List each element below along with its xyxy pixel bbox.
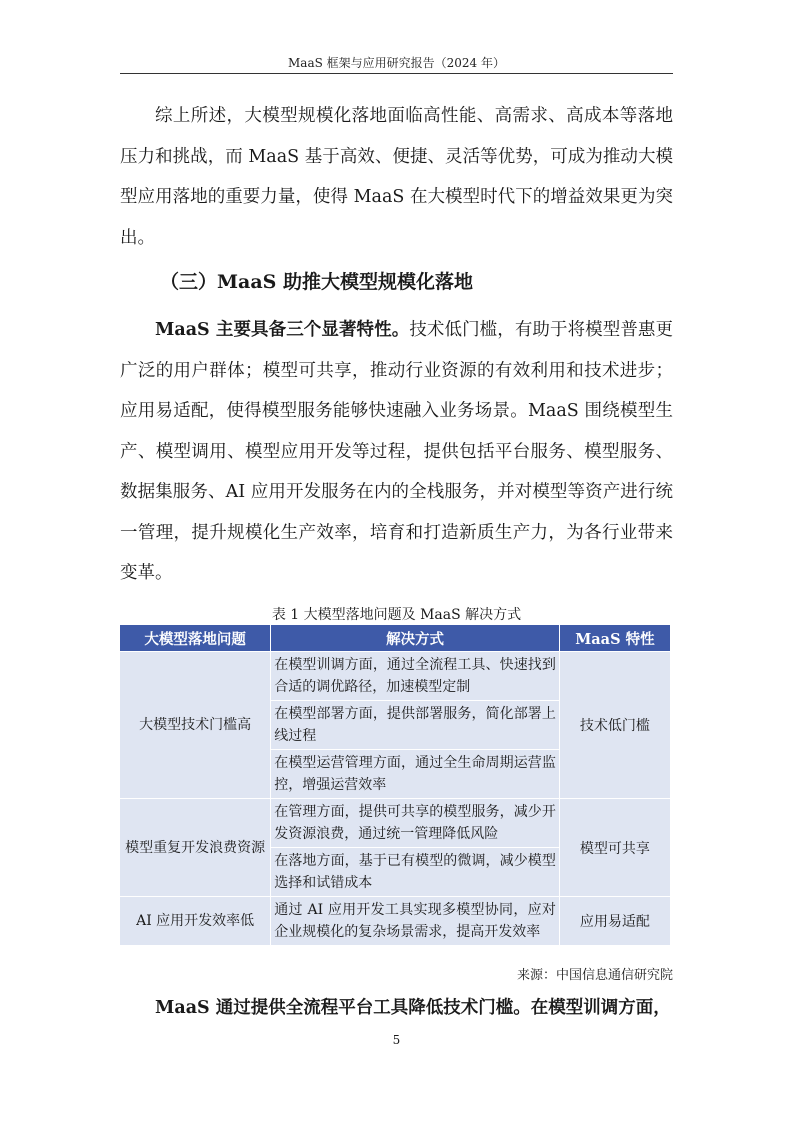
problems-table xyxy=(119,624,671,946)
section-heading: （三）MaaS 助推大模型规模化落地 xyxy=(160,271,473,293)
header-feature: MaaS 特性 xyxy=(559,625,670,652)
header-problem: 大模型落地问题 xyxy=(120,625,271,652)
table-row xyxy=(120,652,671,701)
paragraph-lead-sentence: MaaS 主要具备三个显著特性。 xyxy=(155,320,410,340)
feature-cell: 技术低门槛 xyxy=(559,652,670,799)
table-header-row xyxy=(120,625,671,652)
problem-cell: 模型重复开发浪费资源 xyxy=(120,799,271,897)
solution-cell: 在落地方面，基于已有模型的微调，减少模型选择和试错成本 xyxy=(271,848,560,897)
problem-cell: 大模型技术门槛高 xyxy=(120,652,271,799)
solution-cell: 通过 AI 应用开发工具实现多模型协同，应对企业规模化的复杂场景需求，提高开发效率 xyxy=(271,897,560,946)
table-source: 来源：中国信息通信研究院 xyxy=(516,968,673,983)
solution-cell: 在模型训调方面，通过全流程工具、快速找到合适的调优路径，加速模型定制 xyxy=(271,652,560,701)
paragraph-body: 技术低门槛，有助于将模型普惠更广泛的用户群体；模型可共享，推动行业资源的有效利用和技术进步；应用易适配，使得模型服务能够快速融入业务场景。MaaS 围绕模型生产、模型调用、模型应用开发等过程，提供包括平台服务、模型服务、数据集服务、AI 应用开发服务在内的全栈服务，并对模型等资产进行统一管理，提升规模化生产效率，培育和打造新质生产力，为各行业带来变革。 xyxy=(120,320,674,583)
running-header: MaaS 框架与应用研究报告（2024 年） xyxy=(288,56,505,70)
feature-cell: 模型可共享 xyxy=(559,799,670,897)
page-number: 5 xyxy=(392,1033,401,1047)
paragraph-maas-features xyxy=(120,310,673,594)
table-row xyxy=(120,897,671,946)
solution-cell: 在模型运营管理方面，通过全生命周期运营监控，增强运营效率 xyxy=(271,750,560,799)
solution-cell: 在管理方面，提供可共享的模型服务，减少开发资源浪费，通过统一管理降低风险 xyxy=(271,799,560,848)
table-row xyxy=(120,799,671,848)
paragraph-summary: 综上所述，大模型规模化落地面临高性能、高需求、高成本等落地压力和挑战，而 MaaS 基于高效、便捷、灵活等优势，可成为推动大模型应用落地的重要力量，使得 MaaS 在大模型时代下的增益效果更为突出。 xyxy=(120,106,673,248)
header-rule xyxy=(120,73,673,74)
feature-cell: 应用易适配 xyxy=(559,897,670,946)
table-caption: 表 1 大模型落地问题及 MaaS 解决方式 xyxy=(271,607,522,623)
header-solution: 解决方式 xyxy=(271,625,560,652)
solution-cell: 在模型部署方面，提供部署服务，简化部署上线过程 xyxy=(271,701,560,750)
problem-cell: AI 应用开发效率低 xyxy=(120,897,271,946)
paragraph-training: MaaS 通过提供全流程平台工具降低技术门槛。在模型训调方面， xyxy=(155,998,671,1018)
